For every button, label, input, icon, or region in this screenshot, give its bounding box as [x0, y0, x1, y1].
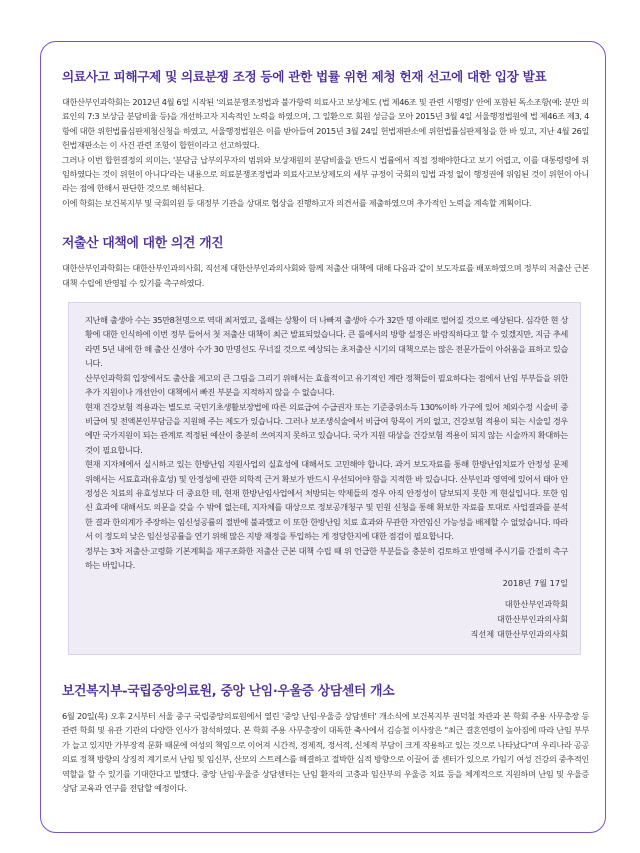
section3-title: 보건복지부-국립중앙의료원, 중앙 난임·우울증 상담센터 개소 — [62, 684, 395, 699]
press-release-paragraph: 정부는 3차 저출산·고령화 기본계획을 재구조화한 저출산 근본 대책 수립 때 위 언급한 부분들을 충분히 검토하고 반영해 주시기를 간절히 촉구하는 바입니다. — [85, 545, 568, 570]
section2-intro — [62, 261, 589, 290]
section2-intro-text: 대한산부인과학회는 대한산부인과의사회, 직선제 대한산부인과의사회와 함께 저출산 대책에 대해 다음과 같이 보도자료를 배포하였으며 정부의 저출산 근본 대책 수립에 반영될 수 있기를 촉구하였다. — [62, 263, 589, 288]
section1-paragraph: 이에 학회는 보건복지부 및 국회의원 등 대정부 기관을 상대로 협상을 진행하고자 의견서를 제출하였으며 추가적인 노력을 계속할 계획이다. — [62, 197, 532, 208]
section1-title: 의료사고 피해구제 및 의료분쟁 조정 등에 관한 법률 위헌 제청 헌재 선고에 대한 입장 발표 — [62, 69, 547, 84]
signature-block — [85, 576, 568, 641]
section1-body — [62, 95, 589, 210]
section2-title: 저출산 대책에 대한 의견 개진 — [62, 236, 224, 252]
section1-paragraph: 그러나 이번 합헌결정의 의미는, '분담금 납부의무자의 범위와 보상재원의 분담비율을 반드시 법률에서 직접 정해야한다고 보기 어렵고, 이를 대통령령에 위임하였다는 것이 위헌이 아니다'라는 내용으로 의료분쟁조정법과 의료사고보상제도의 세부 규정이 국회의 입법 과정 없이 행정권에 위임된 것이 위헌이 아니라는 점에 한해서 판단한 것으로 해석된다. — [62, 154, 589, 194]
section3 — [62, 680, 589, 795]
signatory: 대한산부인과학회 — [504, 599, 568, 610]
press-release-paragraph: 현재 건강보험 적용과는 별도로 국민기초생활보장법에 따른 의료급여 수급권자 또는 기준중위소득 130%이하 가구에 있어 체외수정 시술비 중 비급여 및 전액본인부담금을 지원해 주는 제도가 있습니다. 그러나 보조생식술에서 비급여 항목이 거의 없고, 건강보험 적용이 되는 시술일 경우에만 국가지원이 되는 관계로 적정된 예산이 충분히 쓰여지지 못하고 있습니다. 국가 지원 대상을 건강보험 적용이 되지 않는 시술까지 확대하는 것이 필요합니다. — [85, 401, 568, 455]
press-release-paragraph: 산부인과학회 입장에서도 출산율 제고의 큰 그림을 그리기 위해서는 효율적이고 유기적인 계란 정책들이 필요하다는 점에서 난임 부부들을 위한 추가 지원이나 개선안이 대책에서 빠진 부분을 지적하지 않을 수 없습니다. — [85, 372, 568, 398]
section3-paragraph: 6월 20일(목) 오후 2시부터 서울 중구 국립중앙의료원에서 열린 '중앙 난임·우울증 상담센터' 개소식에 보건복지부 권덕철 차관과 본 학회 주용 사무총장 등 관련 학회 및 유관 기관의 다양한 인사가 참석하였다. 본 학회 주용 사무총장이 대독한 축사에서 김승철 이사장은 "최근 결혼연령이 높아짐에 따라 난임 부부가 늘고 있지만 가부장적 문화 때문에 여성의 책임으로 이어져 시간적, 경제적, 정서적, 신체적 부담이 크게 작용하고 있는 것으로 나타났다"며 우리나라 공공의료 정책 방향의 상징적 계기로서 난임 및 임신부, 산모의 스트레스를 해결하고 절박한 심적 방향으로 이끌어 줄 센터가 있으로 가임기 여성 건강의 중추적인 역할을 할 수 있기를 기대한다고 말했다. 중앙 난임·우울증 상담센터는 난임 환자의 고충과 임산부의 우울증 치료 등을 체계적으로 지원하며 난임 및 우울증 상담 교육과 연구를 전담할 예정이다. — [62, 711, 589, 794]
press-release-box — [68, 302, 581, 655]
press-release-body — [85, 313, 568, 572]
section1-paragraph: 대한산부인과학회는 2012년 4월 6일 시작된 '의료분쟁조정법과 불가항력 의료사고 보상제도 (법 제46조 및 관련 시행령)' 안에 포함된 독소조항(예: 분만 의료인의 7:3 보상금 분담비율 등)을 개선하고자 지속적인 노력을 하였으며, 그 일환으로 회원 성금을 모아 2015년 3월 4일 서울행정법원에 법 제46조 제3, 4항에 대한 위헌법률심판제청신청을 하였고, 서울행정법원은 이를 받아들여 2015년 3월 24일 헌법재판소에 위헌법률심판제청을 한 바 있고, 지난 4월 26일 헌법재판소는 이 사건 관련 조항이 합헌이라고 선고하였다. — [62, 97, 589, 151]
signatory: 직선제 대한산부인과의사회 — [470, 628, 568, 639]
release-date: 2018년 7월 17일 — [502, 578, 568, 589]
section3-body — [62, 709, 589, 795]
press-release-paragraph: 현재 지자체에서 실시하고 있는 한방난임 지원사업의 실효성에 대해서도 고민해야 합니다. 과거 보도자료를 통해 한방난임치료가 안정성 문제 위해서는 서료효과(유효성) 및 안정성에 관한 의학적 근거 확보가 반드시 우선되어야 함을 지적한 바 있습니다. 산부인과 영역에 있어서 태아 안정성은 치료의 유효성보다 더 중요한 데, 현재 한방난임사업에서 처방되는 약제들의 경우 아직 안정성이 담보되지 못한 게 현실입니다. 또한 임신 효과에 대해서도 의문을 갖을 수 밖에 없는데, 지자체를 대상으로 정보공개청구 및 민원 신청을 통해 확보한 자료를 토대로 사업결과를 분석한 결과 한의계가 주장하는 임신성공률의 절반에 불과했고 이 또한 한방난임 치료 효과와 무관한 자연임신 가능성을 배제할 수 없었습니다. 따라서 이 정도의 낮은 임신성공률을 연기 위해 많은 지방 재정을 투입하는 게 정당한지에 대한 점검이 필요합니다. — [85, 459, 568, 542]
press-release-paragraph: 지난해 출생아 수는 35만8천명으로 역대 최저였고, 올해는 상황이 더 나빠져 출생아 수가 32만 명 아래로 떨어질 것으로 예상된다. 심각한 현 상황에 대한 인식하에 이번 정부 들어서 첫 저출산 대책이 최근 발표되었습니다. 큰 틀에서의 방향 설정은 바람직하다고 할 수 있겠지만, 지금 추세라면 5년 내에 한 해 출산 신생아 수가 30 만명선도 무너질 것으로 예상되는 초저출산 시기의 대책으로는 많은 전문가들이 아쉬움을 표하고 있습니다. — [85, 315, 569, 369]
signatory: 대한산부인과의사회 — [496, 613, 568, 624]
main-content — [62, 66, 589, 655]
